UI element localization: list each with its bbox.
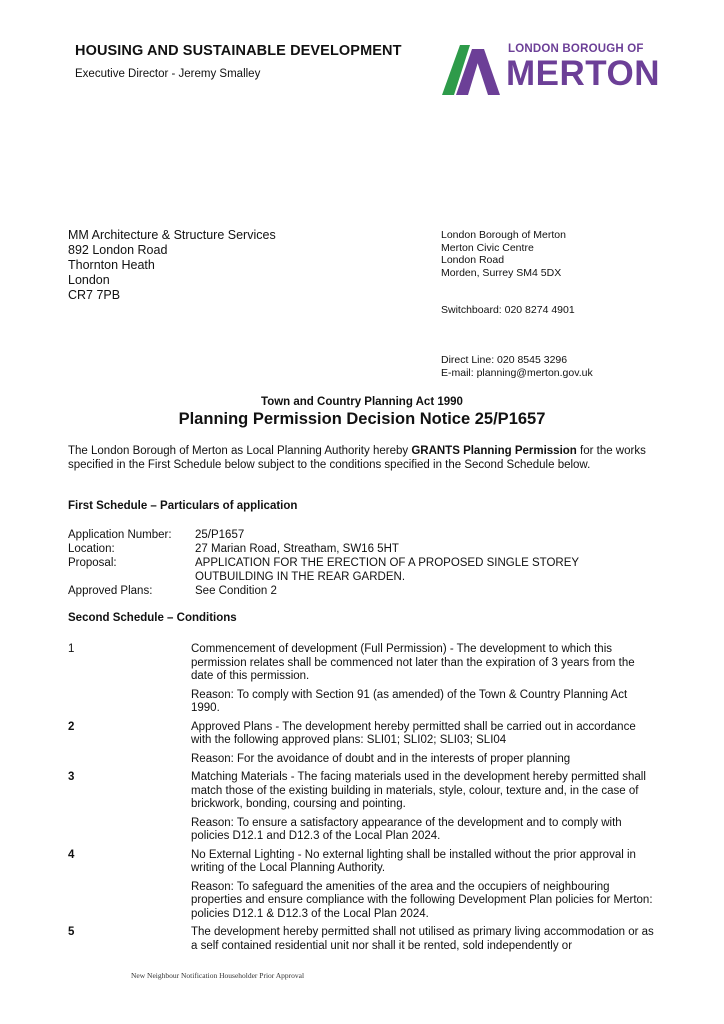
- intro-grant: GRANTS Planning Permission: [411, 445, 577, 457]
- email: E-mail: planning@merton.gov.uk: [441, 366, 593, 379]
- logo-top-text: LONDON BOROUGH OF: [508, 43, 644, 55]
- recipient-line: London: [68, 273, 110, 287]
- merton-logo: [440, 38, 662, 98]
- council-address: [441, 229, 566, 279]
- second-schedule-heading: Second Schedule – Conditions: [68, 612, 237, 624]
- footer-note: New Neighbour Notification Householder Prior Approval: [131, 971, 305, 980]
- condition-number: 3: [68, 771, 75, 783]
- particulars-label: Application Number:: [68, 529, 172, 541]
- direct-line: Direct Line: 020 8545 3296: [441, 354, 568, 366]
- particulars-label: Approved Plans:: [68, 585, 153, 597]
- condition-reason: Reason: To comply with Section 91 (as amended) of the Town & Country Planning Act 1990.: [191, 688, 628, 714]
- department-heading: HOUSING AND SUSTAINABLE DEVELOPMENT: [75, 43, 402, 59]
- condition-reason: Reason: For the avoidance of doubt and in the interests of proper planning: [191, 752, 571, 765]
- condition-text: Commencement of development (Full Permission) - The development to which this permission relates shall be commenced not later than the expiration of 3 years from the date of this permission.: [191, 643, 635, 682]
- condition-item: [68, 721, 658, 772]
- particulars-row: [68, 556, 615, 584]
- council-line: Morden, Surrey SM4 5DX: [441, 266, 562, 279]
- contact-details: [441, 354, 593, 379]
- condition-text: Matching Materials - The facing materials used in the development hereby permitted shall match those of the existing building in materials, style, colour, texture and, in the case of brickwork, bonding, coursing and pointing.: [191, 771, 646, 810]
- condition-number: 1: [68, 643, 75, 655]
- condition-number: 5: [68, 926, 75, 938]
- condition-reason: Reason: To safeguard the amenities of the area and the occupiers of neighbouring properties and ensure compliance with the following Development Plan policies for Merton: policies D12.1 & D12.3 of the Local Plan 2024.: [191, 880, 653, 920]
- recipient-address: [68, 228, 276, 303]
- condition-item: [68, 849, 658, 927]
- particulars-value: APPLICATION FOR THE ERECTION OF A PROPOSED SINGLE STOREY OUTBUILDING IN THE REAR GARDEN.: [195, 557, 579, 583]
- conditions-list: [68, 643, 658, 958]
- recipient-line: 892 London Road: [68, 243, 168, 257]
- particulars-row: [68, 584, 615, 598]
- first-schedule-heading: First Schedule – Particulars of application: [68, 500, 298, 512]
- condition-number: 2: [68, 720, 75, 733]
- condition-text: Approved Plans - The development hereby permitted shall be carried out in accordance with the following approved plans: SLI01; SLI02; SLI03; SLI04: [191, 720, 636, 746]
- recipient-line: CR7 7PB: [68, 288, 121, 302]
- council-line: London Road: [441, 254, 505, 266]
- particulars-label: Proposal:: [68, 557, 117, 569]
- recipient-line: MM Architecture & Structure Services: [68, 228, 276, 242]
- executive-director: Executive Director - Jeremy Smalley: [75, 68, 261, 80]
- switchboard: Switchboard: 020 8274 4901: [441, 304, 575, 316]
- condition-text: No External Lighting - No external lighting shall be installed without the prior approval in writing of the Local Planning Authority.: [191, 848, 636, 874]
- condition-number: 4: [68, 848, 75, 861]
- condition-item: [68, 643, 658, 721]
- council-line: London Borough of Merton: [441, 229, 566, 241]
- particulars-value: 27 Marian Road, Streatham, SW16 5HT: [195, 543, 399, 555]
- particulars-value: 25/P1657: [195, 529, 245, 541]
- act-title: Town and Country Planning Act 1990: [261, 396, 463, 408]
- intro-text-end: for the works specified in the First Schedule below subject to the conditions specified in the Second Schedule below.: [68, 445, 646, 471]
- logo-name: MERTON: [506, 54, 661, 93]
- particulars-row: [68, 528, 615, 542]
- merton-logo-mark-icon: [440, 41, 502, 97]
- particulars: [68, 528, 615, 598]
- condition-item: [68, 926, 658, 958]
- condition-text: The development hereby permitted shall not utilised as primary living accommodation or as a self contained residential unit nor shall it be rented, sold independently or: [191, 926, 654, 952]
- notice-title: Planning Permission Decision Notice 25/P1657: [178, 410, 546, 428]
- particulars-row: [68, 542, 615, 556]
- recipient-line: Thornton Heath: [68, 258, 155, 272]
- particulars-label: Location:: [68, 543, 115, 555]
- council-line: Merton Civic Centre: [441, 241, 534, 254]
- particulars-value: See Condition 2: [195, 585, 277, 597]
- intro-paragraph: [68, 444, 658, 472]
- intro-text: The London Borough of Merton as Local Planning Authority hereby: [68, 445, 412, 457]
- condition-reason: Reason: To ensure a satisfactory appearance of the development and to comply with policies D12.1 and D12.3 of the Local Plan 2024.: [191, 816, 622, 842]
- condition-item: [68, 771, 658, 849]
